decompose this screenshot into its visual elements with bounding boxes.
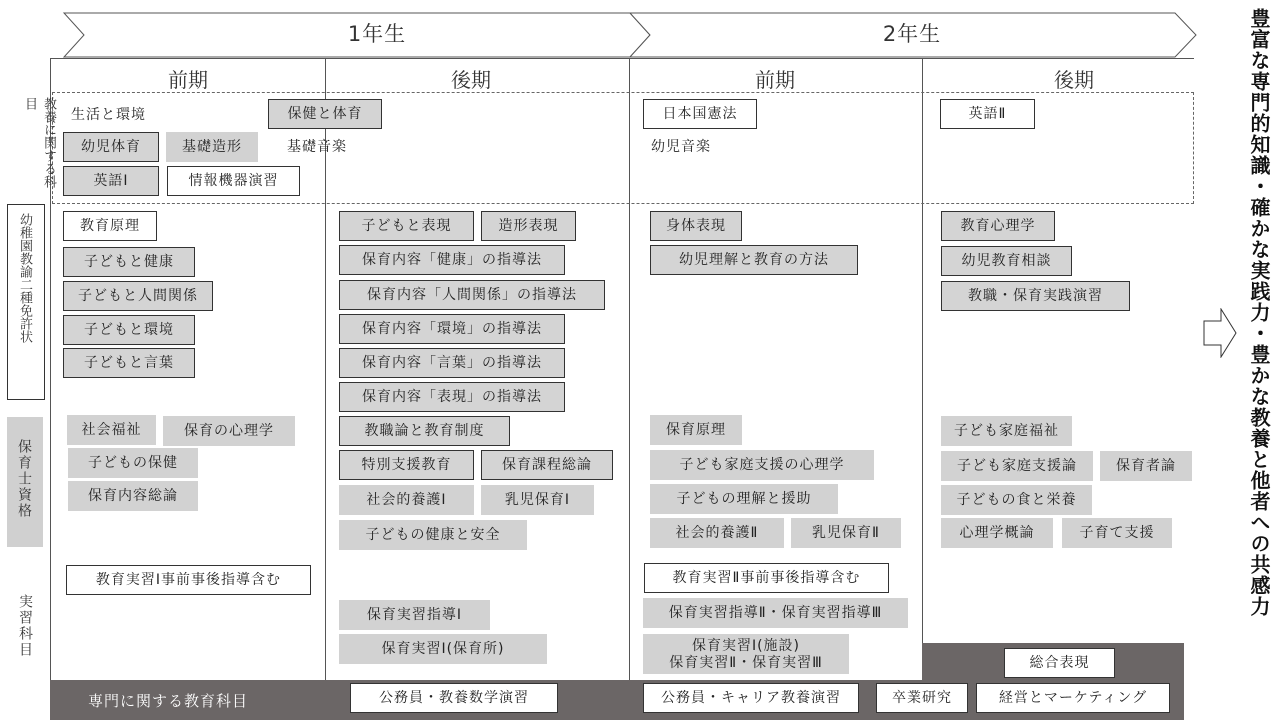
course-kodomo-katei-fukushi: 子ども家庭福祉 xyxy=(941,416,1072,446)
course-yoji-sodan: 幼児教育相談 xyxy=(941,246,1072,276)
course-katei-shien-shinri: 子ども家庭支援の心理学 xyxy=(650,450,874,480)
course-kodomo-kotoba: 子どもと言葉 xyxy=(63,348,195,378)
course-hoiku-genri: 保育原理 xyxy=(650,415,742,445)
course-katei-shien-ron: 子ども家庭支援論 xyxy=(941,451,1093,481)
category-general-label: 教養に関する科目 xyxy=(22,97,56,188)
course-shido-kenko: 保育内容「健康」の指導法 xyxy=(339,245,565,275)
course-shintai-hyogen: 身体表現 xyxy=(650,211,742,241)
course-hoiku-katei: 保育課程総論 xyxy=(481,450,613,480)
outcome-text: 豊富な専門的知識・確かな実践力・豊かな教養と他者への共感力 xyxy=(1247,8,1271,617)
course-eigo-1: 英語Ⅰ xyxy=(63,166,159,196)
category-practicum-label: 実習科目 xyxy=(17,594,33,658)
course-kyoshoku-jissen: 教職・保育実践演習 xyxy=(941,281,1130,311)
course-shakai-yogo-2: 社会的養護Ⅱ xyxy=(650,518,784,548)
outcome-arrow-icon xyxy=(1203,308,1237,358)
course-zokei-hyogen: 造形表現 xyxy=(481,211,576,241)
course-kyoiku-shinri: 教育心理学 xyxy=(941,211,1055,241)
course-seikatsu: 生活と環境 xyxy=(71,107,146,123)
term-label-3: 前期 xyxy=(755,68,795,92)
category-nursery xyxy=(7,417,43,547)
term-label-2: 後期 xyxy=(451,68,491,92)
course-yoji-taiiku: 幼児体育 xyxy=(63,132,159,162)
course-kyoiku-genri: 教育原理 xyxy=(63,211,157,241)
course-kodomo-anzen: 子どもの健康と安全 xyxy=(339,520,527,550)
course-hoiku-jisshu-shido-1: 保育実習指導Ⅰ xyxy=(339,600,490,630)
course-sogo-hyogen: 総合表現 xyxy=(1004,648,1115,678)
course-kyoiku-jisshu-2: 教育実習Ⅱ事前事後指導含む xyxy=(644,563,889,593)
course-eigo-2: 英語Ⅱ xyxy=(940,99,1035,129)
course-hoiku-jisshu-1-shisetsu-line: 保育実習Ⅰ(施設) xyxy=(691,638,801,654)
course-shakai-yogo-1: 社会的養護Ⅰ xyxy=(339,485,474,515)
course-shido-ningen: 保育内容「人間関係」の指導法 xyxy=(339,280,605,310)
year-2-label: 2年生 xyxy=(882,22,942,46)
course-kyoiku-jisshu-1: 教育実習Ⅰ事前事後指導含む xyxy=(66,565,311,595)
course-kiso-zokei: 基礎造形 xyxy=(166,132,258,162)
category-kinder xyxy=(7,204,45,400)
category-practicum xyxy=(15,594,35,664)
course-hoiku-soron: 保育内容総論 xyxy=(68,481,198,511)
course-tokubetsu-shien: 特別支援教育 xyxy=(339,450,474,480)
course-shido-kankyo: 保育内容「環境」の指導法 xyxy=(339,314,565,344)
course-shoku-eiyo: 子どもの食と栄養 xyxy=(941,485,1092,515)
course-kodomo-ningen: 子どもと人間関係 xyxy=(63,281,213,311)
specialized-label: 専門に関する教育科目 xyxy=(88,692,249,710)
course-nyuji-hoiku-2: 乳児保育Ⅱ xyxy=(791,518,901,548)
term-label-1: 前期 xyxy=(168,68,208,92)
course-nihonkoku-kenpo: 日本国憲法 xyxy=(643,99,757,129)
category-kinder-label: 幼稚園教諭二種免許状 xyxy=(17,213,32,343)
course-shido-kotoba: 保育内容「言葉」の指導法 xyxy=(339,348,565,378)
course-hoken-taiiku: 保健と体育 xyxy=(268,99,382,129)
course-shinrigaku-gairon: 心理学概論 xyxy=(941,518,1053,548)
course-kodomo-hyogen: 子どもと表現 xyxy=(339,211,474,241)
course-kosodate-shien: 子育て支援 xyxy=(1062,518,1172,548)
course-kodomo-rikai: 子どもの理解と援助 xyxy=(650,484,838,514)
course-nyuji-hoiku-1: 乳児保育Ⅰ xyxy=(481,485,594,515)
course-hoiku-shinri: 保育の心理学 xyxy=(163,416,295,446)
course-sotsugyo-kenkyu: 卒業研究 xyxy=(876,683,968,713)
course-joho-kiki: 情報機器演習 xyxy=(167,166,300,196)
course-shakai-fukushi: 社会福祉 xyxy=(67,415,156,445)
course-hoiku-jisshu-2-3-line: 保育実習Ⅱ・保育実習Ⅲ xyxy=(669,655,823,671)
course-hoiku-jisshu-shisetsu xyxy=(643,634,849,674)
year-header-arrows xyxy=(0,0,1200,60)
course-hoikusha-ron: 保育者論 xyxy=(1100,451,1192,481)
course-kodomo-hoken: 子どもの保健 xyxy=(68,448,198,478)
category-nursery-label: 保育士資格 xyxy=(16,439,32,519)
course-kodomo-kankyo: 子どもと環境 xyxy=(63,315,195,345)
course-komuin-suugaku: 公務員・教養数学演習 xyxy=(350,683,558,713)
course-kodomo-kenko: 子どもと健康 xyxy=(63,247,195,277)
course-komuin-career: 公務員・キャリア教養演習 xyxy=(643,683,859,713)
course-kiso-ongaku: 基礎音楽 xyxy=(287,139,347,155)
course-yoji-ongaku: 幼児音楽 xyxy=(651,139,711,155)
category-general xyxy=(20,97,58,197)
course-hoiku-jisshu-shido-2-3: 保育実習指導Ⅱ・保育実習指導Ⅲ xyxy=(643,598,908,628)
course-yoji-rikai: 幼児理解と教育の方法 xyxy=(650,245,858,275)
course-kyoshoku-ron: 教職論と教育制度 xyxy=(339,416,510,446)
course-shido-hyogen: 保育内容「表現」の指導法 xyxy=(339,382,565,412)
grid-line-top xyxy=(50,58,1194,59)
course-keiei-marketing: 経営とマーケティング xyxy=(976,683,1170,713)
course-hoiku-jisshu-1-hoikusho: 保育実習Ⅰ(保育所) xyxy=(339,634,547,664)
term-label-4: 後期 xyxy=(1054,68,1094,92)
year-1-label: 1年生 xyxy=(347,22,407,46)
